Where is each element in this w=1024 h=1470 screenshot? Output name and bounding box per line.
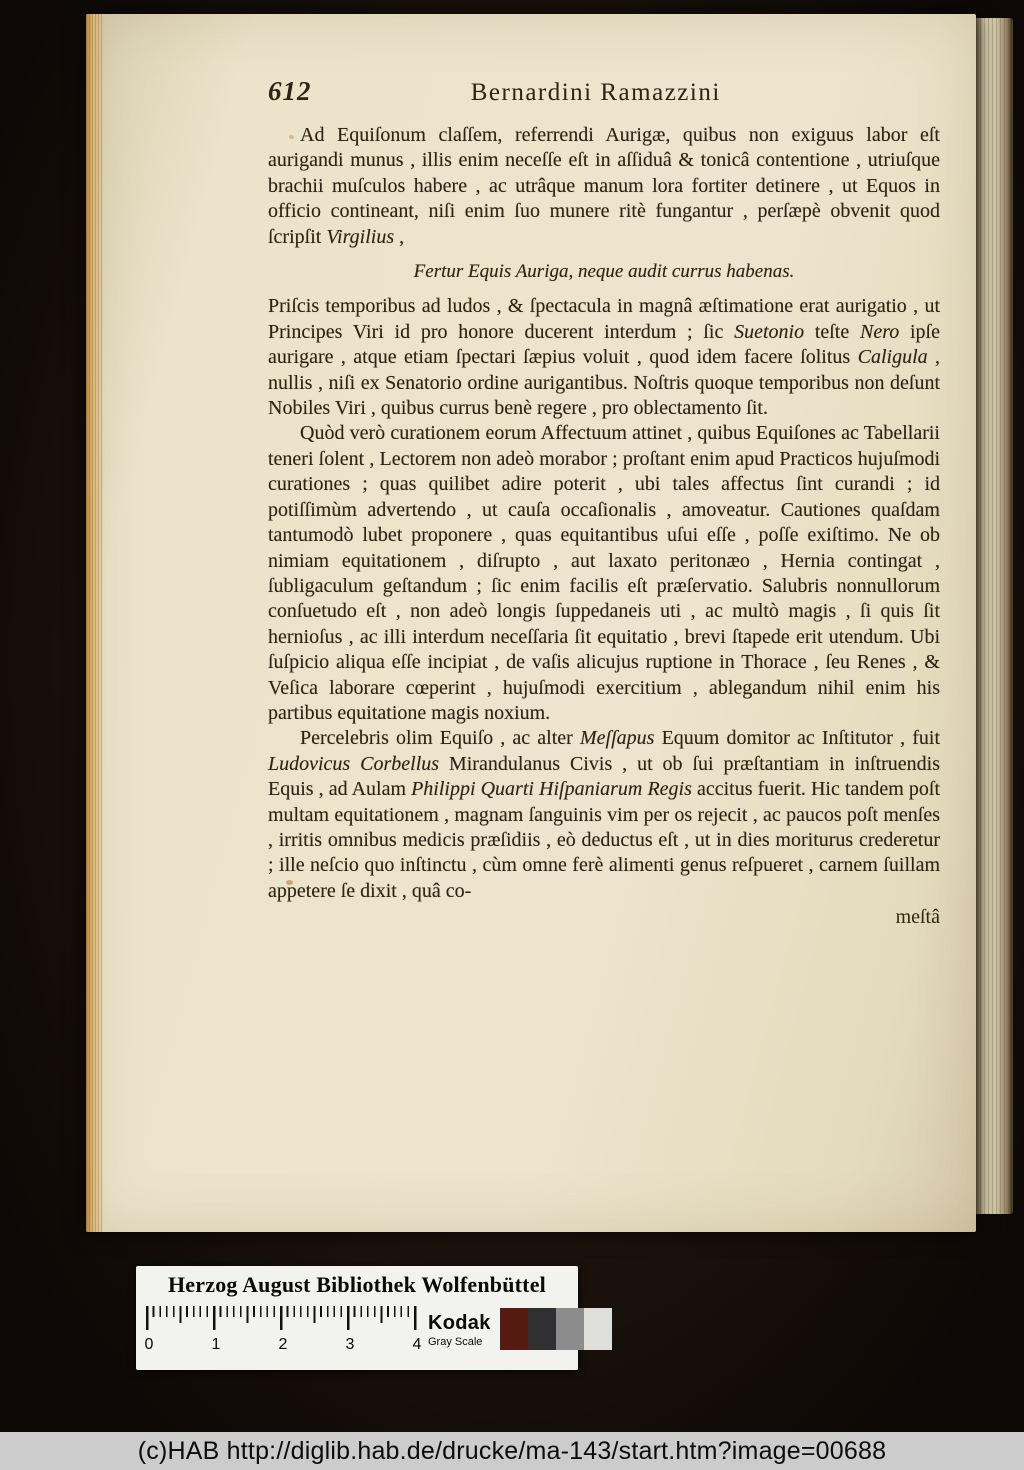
grayscale-patch	[556, 1308, 584, 1350]
grayscale-patch	[584, 1308, 612, 1350]
library-name: Herzog August Bibliothek Wolfenbüttel	[168, 1272, 546, 1297]
ruler-number: 1	[211, 1336, 221, 1353]
body-paragraph: Quòd verò curationem eorum Affectuum attinet , quibus Equiſones ac Tabellarii teneri ſolent , Lectorem non adeò morabor ; proſtant enim apud Practicos hujuſmodi curationes ; quas quilibet adire poterit , ubi tales affectus ſint curandi ; id potiſſimùm advertendo , ut cauſa occaſionalis , amoveatur. Cautiones quaſdam tantumodò lubet proponere , quas equitantibus uſui eſſe , poſſe exiſtimo. Ne ob nimiam equitationem , diſrupto , aut laxato peritonæo , Hernia contingat , ſubligaculum geſtandum ; ſic enim facilis eſt præſervatio. Salubris nonnullorum conſuetudo eſt , non adeò longis ſuppedaneis uti , ac multò magis , ſi quis ſit hernioſus , ac illi interdum neceſſaria ſit equitatio , brevi ſtapede erit utendum. Ubi ſuſpicio aliqua eſſe incipiat , de vaſis alicujus ruptione in Thorace , ſeu Renes , & Veſica laborare cœperint , hujuſmodi exercitium , ablegandum nihil enim his partibus equitatione magis noxium.	[268, 422, 940, 724]
ruler-numbers	[144, 1336, 422, 1356]
gray-scale-label: Gray Scale	[428, 1336, 483, 1348]
ruler-ticks	[146, 1306, 418, 1330]
grayscale-patch	[528, 1308, 556, 1350]
library-ruler-card	[136, 1266, 578, 1370]
ruler-row	[146, 1306, 576, 1366]
page-number: 612	[268, 76, 312, 106]
running-title: Bernardini Ramazzini	[470, 79, 721, 106]
body-paragraph: Ad Equiſonum claſſem, referrendi Aurigæ, quibus non exiguus labor eſt aurigandi munus , illis enim neceſſe eſt in aſſiduâ & tonicâ contentione , utriuſque brachii muſculos habere , ac utrâque manum lora fortiter detinere , ut Equos in officio contineant, niſi enim ſuo munere ritè fungantur , perſæpè obvenit quod ſcripſit Virgilius ,	[268, 124, 940, 248]
ruler-number: 3	[345, 1336, 355, 1353]
book-page	[86, 14, 976, 1232]
cm-ruler	[146, 1306, 428, 1364]
body-paragraph: Priſcis temporibus ad ludos , & ſpectacula in magnâ æſtimatione erat aurigatio , ut Principes Viri id pro honore ducerent interdum ; ſic Suetonio teſte Nero ipſe aurigare , atque etiam ſpectari ſæpius voluit , quod idem facere ſolitus Caligula , nullis , niſi ex Senatorio ordine aurigantibus. Noſtris quoque temporibus non deſunt Nobiles Viri , quibus currus benè regere , pro oblectamento ſit.	[268, 295, 941, 420]
ruler-number: 0	[144, 1336, 154, 1353]
adjacent-page-edge	[976, 18, 1013, 1214]
body-paragraph: Percelebris olim Equiſo , ac alter Meſſapus Equum domitor ac Inſtitutor , fuit Ludovicus Corbellus Mirandulanus Civis , ut ob ſui præſtantiam in inſtruendis Equis , ad Aulam Philippi Quarti Hiſpaniarum Regis accitus fuerit. Hic tandem poſt multam equitationem , magnam ſanguinis vim per os rejecit , ac paucos poſt menſes , irritis omnibus medicis præſidiis , eò deductus eſt , ut in dies moriturus crederetur ; ille neſcio quo inſtinctu , cùm omne ferè alimenti genus reſpueret , carnem ſuillam appetere ſe dixit , quâ co-	[268, 727, 941, 902]
catchword: meſtâ	[895, 906, 940, 929]
grayscale-patches	[500, 1308, 612, 1350]
text-block	[268, 123, 940, 904]
grayscale-patch	[500, 1308, 528, 1350]
ruler-number: 4	[412, 1336, 422, 1353]
caption-text: (c)HAB http://diglib.hab.de/drucke/ma-143/start.htm?image=00688	[137, 1436, 887, 1465]
kodak-brand-label: Kodak	[428, 1312, 491, 1334]
caption-bar	[0, 1432, 1024, 1470]
page-header	[268, 76, 940, 107]
page-content	[86, 14, 976, 929]
ruler-number: 2	[278, 1336, 288, 1353]
verse-quote: Fertur Equis Auriga, neque audit currus habenas.	[413, 261, 795, 283]
kodak-label-block	[428, 1306, 500, 1348]
